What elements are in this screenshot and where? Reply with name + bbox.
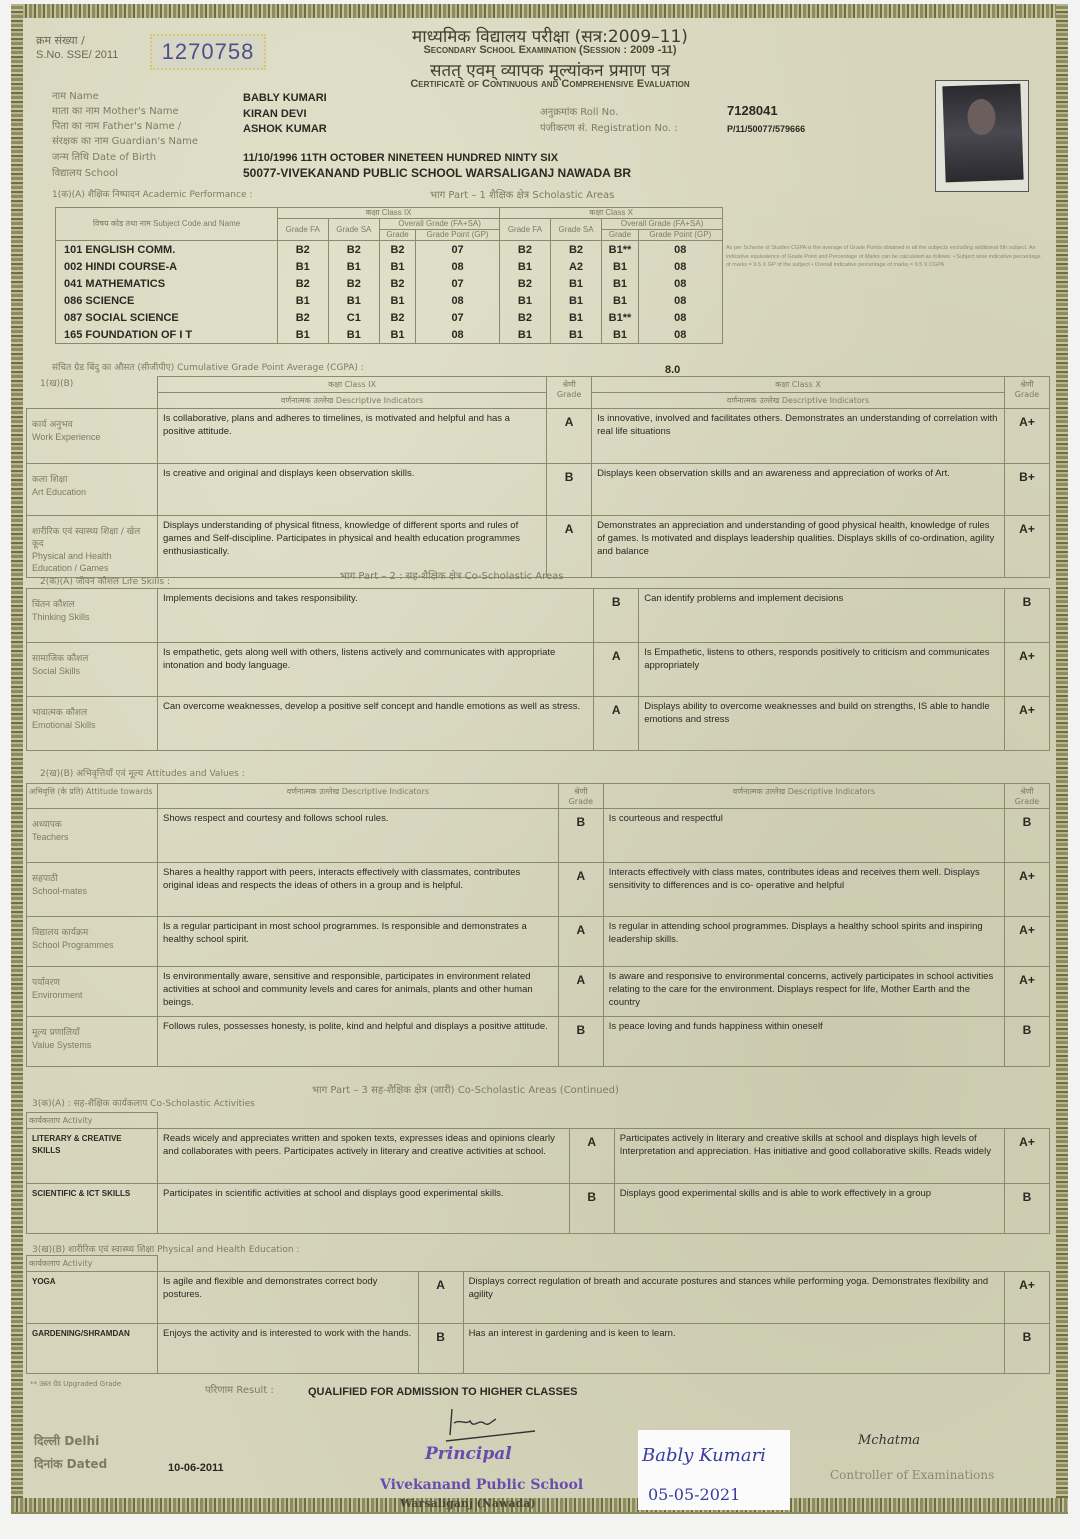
c10-grade-cell: B2 — [500, 275, 551, 292]
class10-grade: A+ — [1005, 967, 1050, 1017]
descriptive-row — [27, 917, 1050, 967]
category-en: School Programmes — [32, 940, 114, 950]
class10-grade: A+ — [1005, 1272, 1050, 1324]
class10-descriptor: Demonstrates an appreciation and understanding of good physical health, knowledge of rules of games. Is motivated and displays leadership qualities. Displays skills of co-ordination, agility and balance — [592, 516, 1005, 578]
category-cell — [27, 809, 158, 863]
principal-signature — [440, 1405, 540, 1447]
c10-grade-cell: B1 — [602, 326, 638, 344]
c9-grade-cell: B1 — [278, 326, 329, 344]
subject-name — [56, 258, 278, 275]
subject-code: 002 — [64, 260, 83, 273]
c9-grade-cell: B1 — [278, 292, 329, 309]
descriptive-row — [27, 809, 1050, 863]
class9-grade: A — [547, 516, 592, 578]
class9-descriptor: Shares a healthy rapport with peers, interacts effectively with classmates, contributes original ideas and respects the ideas of others in a group and is helpful. — [158, 863, 559, 917]
c9-grade-cell: B1 — [380, 292, 416, 309]
part2a-table — [26, 588, 1050, 751]
school-label: विद्यालय School — [52, 168, 118, 179]
c10-grade-cell: B1 — [602, 258, 638, 275]
attestation-name: Bably Kumari — [642, 1445, 766, 1466]
c9-grade-cell: 07 — [415, 309, 499, 326]
border-top — [11, 4, 1068, 18]
class9-grade: B — [558, 1017, 603, 1067]
descriptive-row — [27, 643, 1050, 697]
section-2b-label: 2(ख)(B) अभिवृत्तियाँ एवं मूल्य Attitudes and Values : — [40, 769, 245, 779]
activity-name: SCIENTIFIC & ICT SKILLS — [32, 1189, 131, 1198]
c9-grade-cell: B2 — [278, 241, 329, 259]
category-cell — [27, 863, 158, 917]
c10-grade-cell: 08 — [638, 258, 722, 275]
c9-sa-header: Grade SA — [328, 219, 380, 241]
category-cell — [27, 1129, 158, 1184]
descriptive-row — [27, 1272, 1050, 1324]
c10-grade-cell: B1** — [602, 309, 638, 326]
class9-descriptor: Enjoys the activity and is interested to work with the hands. — [158, 1324, 419, 1374]
class9-descriptor: Is environmentally aware, sensitive and responsible, participates in environment related activities at school and community levels and cares for animals, plants and other human beings. — [158, 967, 559, 1017]
descriptive-row — [27, 1324, 1050, 1374]
class10-grade: A+ — [1005, 643, 1050, 697]
class9-descriptor: Shows respect and courtesy and follows school rules. — [158, 809, 559, 863]
student-photo — [935, 80, 1029, 192]
result-label: परिणाम Result : — [205, 1385, 274, 1396]
cert-title-hi: सतत् एवम् व्यापक मूल्यांकन प्रमाण पत्र — [430, 61, 670, 81]
registration-number: P/11/50077/579666 — [727, 124, 806, 134]
c9-grade-cell: 07 — [415, 275, 499, 292]
serial-label-hi: क्रम संख्या / — [36, 34, 85, 47]
class10-grade: A+ — [1005, 516, 1050, 578]
subject-title: SOCIAL SCIENCE — [85, 311, 179, 324]
student-name: BABLY KUMARI — [243, 92, 327, 104]
c9-grade-cell: B2 — [380, 241, 416, 259]
class10-grade: B+ — [1005, 464, 1050, 516]
exam-title-en: Secondary School Examination (Session : 2009 -11) — [423, 44, 677, 56]
class10-descriptor: Displays good experimental skills and is able to work effectively in a group — [614, 1184, 1004, 1234]
exam-title-hi: माध्यमिक विद्यालय परीक्षा (सत्र:2009–11) — [412, 27, 688, 47]
activity-name: YOGA — [32, 1277, 56, 1286]
c9-grade-cell: B1 — [380, 326, 416, 344]
c9-gp-header: Grade Point (GP) — [415, 230, 499, 241]
p1b-desc9-header: वर्णनात्मक उल्लेख Descriptive Indicators — [158, 393, 547, 409]
class9-descriptor: Reads wicely and appreciates written and spoken texts, expresses ideas and opinions clearly and collaborates with peers. Participates actively in literary and creative activities at school. — [158, 1129, 570, 1184]
category-hi: विद्यालय कार्यक्रम — [32, 928, 89, 938]
activity-name: LITERARY & CREATIVE SKILLS — [32, 1134, 122, 1155]
subject-title: MATHEMATICS — [85, 277, 166, 290]
category-en: Work Experience — [32, 432, 101, 442]
p1b-grade10-header: श्रेणी Grade — [1005, 377, 1050, 409]
cgpa-label: संचित ग्रेड बिंदु का औसत (सीजीपीए) Cumulative Grade Point Average (CGPA) : — [52, 363, 364, 373]
subject-row — [56, 275, 723, 292]
c9-grade-cell: B1 — [328, 292, 380, 309]
c10-grade-cell: 08 — [638, 309, 722, 326]
cgpa-value: 8.0 — [665, 364, 681, 376]
p2b-grade10-header: श्रेणी Grade — [1005, 784, 1050, 809]
descriptive-row — [27, 1017, 1050, 1067]
roll-number: 7128041 — [727, 103, 778, 118]
c9-grade-cell: B1 — [380, 258, 416, 275]
class10-descriptor: Is innovative, involved and facilitates others. Demonstrates an understanding of correlation with real life situations — [592, 409, 1005, 464]
class9-descriptor: Follows rules, possesses honesty, is polite, kind and helpful and displays a positive attitude. — [158, 1017, 559, 1067]
c9-grade-cell: 07 — [415, 241, 499, 259]
category-cell — [27, 1272, 158, 1324]
father-name: ASHOK KUMAR — [243, 123, 327, 135]
subject-code: 101 — [64, 243, 83, 256]
descriptive-row — [27, 1184, 1050, 1234]
category-hi: सहपाठी — [32, 874, 58, 884]
school-stamp: Vivekanand Public School — [380, 1477, 584, 1493]
p1b-desc10-header: वर्णनात्मक उल्लेख Descriptive Indicators — [592, 393, 1005, 409]
dated-label: दिनांक Dated — [34, 1457, 108, 1471]
c9-grade-cell: B1 — [278, 258, 329, 275]
section-3a-label: 3(क)(A) : सह-शैक्षिक कार्यकलाप Co-Scholastic Activities — [32, 1099, 255, 1109]
part3a-table — [26, 1112, 1050, 1234]
class10-descriptor: Displays ability to overcome weaknesses and build on strengths, IS able to handle emotions and stress — [639, 697, 1005, 751]
serial-label-en: S.No. SSE/ 2011 — [36, 49, 119, 61]
category-cell — [27, 1184, 158, 1234]
class9-grade: B — [418, 1324, 463, 1374]
serial-number: 1270758 — [150, 34, 266, 70]
serial-label — [36, 34, 118, 62]
c10-grade-cell: B1 — [550, 326, 602, 344]
category-cell — [27, 464, 158, 516]
c10-grade-cell: B1 — [550, 309, 602, 326]
school-stamp-place: Warsaliganj (Nawada) — [400, 1497, 536, 1510]
border-right — [1056, 4, 1068, 1512]
dob-label: जन्म तिथि Date of Birth — [52, 152, 157, 163]
subject-code: 086 — [64, 294, 83, 307]
c9-grade-cell: B1 — [328, 258, 380, 275]
upgraded-note: ** उन्नत ग्रेड Upgraded Grade — [30, 1380, 122, 1388]
c9-grade-cell: B2 — [380, 275, 416, 292]
class10-descriptor: Can identify problems and implement decisions — [639, 589, 1005, 643]
class9-grade: B — [569, 1184, 614, 1234]
c10-grade-cell: B1 — [550, 292, 602, 309]
c10-grade-cell: B2 — [500, 241, 551, 259]
c9-overall-header: Overall Grade (FA+SA) — [380, 219, 500, 230]
category-en: Social Skills — [32, 666, 81, 676]
c9-grade-cell: B2 — [278, 275, 329, 292]
category-en: Value Systems — [32, 1040, 92, 1050]
c10-grade-cell: B2 — [550, 241, 602, 259]
c10-grade-cell: B1 — [602, 292, 638, 309]
c10-grade-cell: B2 — [500, 309, 551, 326]
principal-stamp: Principal — [425, 1444, 512, 1464]
c9-fa-header: Grade FA — [278, 219, 329, 241]
class10-grade: A+ — [1005, 863, 1050, 917]
c10-grade-cell: 08 — [638, 292, 722, 309]
class10-descriptor: Is Empathetic, listens to others, responds positively to criticism and communicates appropriately — [639, 643, 1005, 697]
p1b-class9-header: कक्षा Class IX — [158, 377, 547, 393]
section-2a-label: 2(क)(A) जीवन कौशल Life Skills : — [40, 577, 170, 587]
category-cell — [27, 1324, 158, 1374]
c9-grade-header: Grade — [380, 230, 416, 241]
class9-grade: B — [558, 809, 603, 863]
subject-title: FOUNDATION OF I T — [85, 328, 193, 341]
subject-name — [56, 241, 278, 259]
category-hi: चिंतन कौशल — [32, 600, 75, 610]
scholastic-table — [55, 207, 723, 344]
category-cell — [27, 643, 158, 697]
subject-name — [56, 275, 278, 292]
category-cell — [27, 516, 158, 578]
p3b-activity-header: कार्यकलाप Activity — [27, 1256, 158, 1272]
class10-descriptor: Is regular in attending school programmes. Displays a healthy school spirits and inspiring leadership skills. — [603, 917, 1004, 967]
c10-grade-cell: B1 — [550, 275, 602, 292]
category-hi: कार्य अनुभव — [32, 420, 73, 430]
class10-grade: A+ — [1005, 917, 1050, 967]
roll-label: अनुक्रमांक Roll No. — [540, 107, 619, 118]
class10-grade: B — [1005, 589, 1050, 643]
category-hi: भावात्मक कौशल — [32, 708, 88, 718]
category-hi: शारीरिक एवं स्वास्थ्य शिक्षा / खेल कूद — [32, 527, 141, 549]
name-label: नाम Name — [52, 91, 99, 102]
c10-sa-header: Grade SA — [550, 219, 602, 241]
father-label: पिता का नाम Father's Name / — [52, 121, 182, 132]
class10-grade: A+ — [1005, 1129, 1050, 1184]
reg-label: पंजीकरण सं. Registration No. : — [540, 123, 678, 134]
c10-grade-cell: B1 — [500, 258, 551, 275]
mother-name: KIRAN DEVI — [243, 108, 307, 120]
border-bottom — [11, 1498, 1068, 1512]
subject-row — [56, 326, 723, 344]
c9-grade-cell: 08 — [415, 258, 499, 275]
subject-code: 041 — [64, 277, 83, 290]
class9-descriptor: Is a regular participant in most school programmes. Is responsible and demonstrates a healthy school spirit. — [158, 917, 559, 967]
p2b-attitude-header: अभिवृत्ति (के प्रति) Attitude towards — [27, 784, 158, 809]
category-en: Environment — [32, 990, 83, 1000]
descriptive-row — [27, 409, 1050, 464]
subject-row — [56, 292, 723, 309]
p2b-grade9-header: श्रेणी Grade — [558, 784, 603, 809]
c10-fa-header: Grade FA — [500, 219, 551, 241]
c9-grade-cell: B2 — [328, 241, 380, 259]
class9-descriptor: Is creative and original and displays keen observation skills. — [158, 464, 547, 516]
class9-descriptor: Is empathetic, gets along well with others, listens actively and communicates with appropriate intonation and body language. — [158, 643, 594, 697]
class10-grade: B — [1005, 1184, 1050, 1234]
dob-value: 11/10/1996 11TH OCTOBER NINETEEN HUNDRED NINTY SIX — [243, 152, 559, 164]
subject-name — [56, 326, 278, 344]
subject-name — [56, 309, 278, 326]
place-label: दिल्ली Delhi — [34, 1434, 100, 1448]
part2-label: भाग Part – 2 : सह-शैक्षिक क्षेत्र Co-Scholastic Areas — [340, 571, 564, 582]
category-en: Thinking Skills — [32, 612, 90, 622]
c10-grade-cell: B1 — [602, 275, 638, 292]
c10-overall-header: Overall Grade (FA+SA) — [602, 219, 723, 230]
category-hi: पर्यावरण — [32, 978, 60, 988]
c10-gp-header: Grade Point (GP) — [638, 230, 722, 241]
descriptive-row — [27, 863, 1050, 917]
category-cell — [27, 409, 158, 464]
controller-label: Controller of Examinations — [830, 1468, 995, 1482]
class10-grade: A+ — [1005, 409, 1050, 464]
class9-grade: A — [569, 1129, 614, 1184]
subject-title: SCIENCE — [85, 294, 135, 307]
subject-row — [56, 241, 723, 259]
c9-grade-cell: B2 — [278, 309, 329, 326]
category-cell — [27, 917, 158, 967]
category-en: School-mates — [32, 886, 88, 896]
p1b-class10-header: कक्षा Class X — [592, 377, 1005, 393]
guardian-label: संरक्षक का नाम Guardian's Name — [52, 136, 199, 147]
part1-label: भाग Part – 1 शैक्षिक क्षेत्र Scholastic Areas — [430, 190, 615, 201]
p2b-desc9-header: वर्णनात्मक उल्लेख Descriptive Indicators — [158, 784, 559, 809]
class10-header: कक्षा Class X — [500, 208, 723, 219]
subject-title: HINDI COURSE-A — [85, 260, 178, 273]
category-hi: कला शिक्षा — [32, 475, 68, 485]
subject-row — [56, 309, 723, 326]
part3b-table — [26, 1255, 1050, 1374]
class9-grade: A — [418, 1272, 463, 1324]
class9-grade: A — [594, 697, 639, 751]
descriptive-row — [27, 967, 1050, 1017]
c10-grade-cell: 08 — [638, 326, 722, 344]
class10-descriptor: Participates actively in literary and creative skills at school and displays high levels of Interpretation and appreciation. Has initiative and good collaborative skills. Reads widely — [614, 1129, 1004, 1184]
class10-descriptor: Is courteous and respectful — [603, 809, 1004, 863]
class9-grade: A — [558, 917, 603, 967]
c10-grade-cell: A2 — [550, 258, 602, 275]
issue-date: 10-06-2011 — [168, 1462, 224, 1474]
subject-name — [56, 292, 278, 309]
class9-descriptor: Participates in scientific activities at school and displays good experimental skills. — [158, 1184, 570, 1234]
category-en: Art Education — [32, 487, 87, 497]
descriptive-row — [27, 697, 1050, 751]
class10-grade: B — [1005, 1324, 1050, 1374]
category-en: Teachers — [32, 832, 69, 842]
class10-grade: B — [1005, 809, 1050, 863]
activity-name: GARDENING/SHRAMDAN — [32, 1329, 130, 1338]
class10-grade: A+ — [1005, 697, 1050, 751]
class9-descriptor: Is collaborative, plans and adheres to timelines, is motivated and helpful and has a positive attitude. — [158, 409, 547, 464]
c10-grade-header: Grade — [602, 230, 638, 241]
category-en: Emotional Skills — [32, 720, 96, 730]
class9-grade: A — [558, 967, 603, 1017]
class9-grade: B — [547, 464, 592, 516]
border-left — [11, 4, 23, 1512]
class9-grade: A — [594, 643, 639, 697]
section-3b-label: 3(ख)(B) शारीरिक एवं स्वास्थ्य शिक्षा Physical and Health Education : — [32, 1245, 300, 1255]
subject-code: 087 — [64, 311, 83, 324]
class10-descriptor: Is aware and responsive to environmental concerns, actively participates in school activities relating to the care for the environment. Displays respect for life, Mother Earth and the country — [603, 967, 1004, 1017]
category-cell — [27, 967, 158, 1017]
class10-descriptor: Is peace loving and funds happiness within oneself — [603, 1017, 1004, 1067]
p3a-activity-header: कार्यकलाप Activity — [27, 1113, 158, 1129]
c9-grade-cell: 08 — [415, 292, 499, 309]
class9-header: कक्षा Class IX — [278, 208, 500, 219]
cgpa-notes: As per Scheme of Studies CGPA is the average of Grade Points obtained in all the subjects excluding additional 6th subject. An indicative equivalence of Grade Point and Percentage of Marks can be calculated as follows: • Subject wise indicative percentage of marks = 9.5 X GP of the subject • Overall indicative percentage of marks = 9.5 X CGPA — [726, 245, 1041, 268]
subject-code: 165 — [64, 328, 83, 341]
category-cell — [27, 697, 158, 751]
class10-descriptor: Displays keen observation skills and an awareness and appreciation of works of Art. — [592, 464, 1005, 516]
descriptive-row — [27, 1129, 1050, 1184]
class9-grade: A — [547, 409, 592, 464]
part1b-table — [26, 376, 1050, 578]
class9-descriptor: Implements decisions and takes responsibility. — [158, 589, 594, 643]
mother-label: माता का नाम Mother's Name — [52, 106, 179, 117]
class10-descriptor: Interacts effectively with class mates, contributes ideas and receives them well. Displays sensitivity to differences and is co- operative and helpful — [603, 863, 1004, 917]
c10-grade-cell: B1 — [500, 292, 551, 309]
category-hi: मूल्य प्रणालियाँ — [32, 1028, 80, 1038]
c9-grade-cell: B1 — [328, 326, 380, 344]
school-value: 50077-VIVEKANAND PUBLIC SCHOOL WARSALIGANJ NAWADA BR — [243, 166, 632, 180]
class9-grade: A — [558, 863, 603, 917]
c10-grade-cell: B1** — [602, 241, 638, 259]
class10-grade: B — [1005, 1017, 1050, 1067]
c10-grade-cell: 08 — [638, 241, 722, 259]
p2b-desc10-header: वर्णनात्मक उल्लेख Descriptive Indicators — [603, 784, 1004, 809]
subject-header: विषय कोड तथा नाम Subject Code and Name — [56, 208, 278, 241]
result-value: QUALIFIED FOR ADMISSION TO HIGHER CLASSES — [308, 1386, 578, 1398]
subject-title: ENGLISH COMM. — [85, 243, 176, 256]
c9-grade-cell: C1 — [328, 309, 380, 326]
class9-descriptor: Displays understanding of physical fitness, knowledge of different sports and rules of games and Self-discipline. Participates in physical and health education programmes enthusiastically. — [158, 516, 547, 578]
section-1a-label: 1(क)(A) शैक्षिक निष्पादन Academic Performance : — [52, 190, 253, 200]
c10-grade-cell: 08 — [638, 275, 722, 292]
section-1b-label: 1(ख)(B) — [40, 379, 74, 389]
subject-row — [56, 258, 723, 275]
category-cell — [27, 589, 158, 643]
c9-grade-cell: B2 — [380, 309, 416, 326]
category-en: Physical and Health Education / Games — [32, 551, 112, 573]
c9-grade-cell: 08 — [415, 326, 499, 344]
category-cell — [27, 1017, 158, 1067]
attestation-date: 05-05-2021 — [648, 1485, 741, 1504]
part2b-table — [26, 783, 1050, 1067]
descriptive-row — [27, 464, 1050, 516]
category-hi: सामाजिक कौशल — [32, 654, 89, 664]
class10-descriptor: Displays correct regulation of breath and accurate postures and stances while performing yoga. Demonstrates flexibility and agility — [463, 1272, 1004, 1324]
part3-label: भाग Part – 3 सह-शैक्षिक क्षेत्र (जारी) Co-Scholastic Areas (Continued) — [312, 1085, 619, 1096]
cert-title-en: Certificate of Continuous and Comprehensive Evaluation — [410, 78, 690, 90]
p1b-grade9-header: श्रेणी Grade — [547, 377, 592, 409]
descriptive-row — [27, 589, 1050, 643]
c10-grade-cell: B1 — [500, 326, 551, 344]
c9-grade-cell: B2 — [328, 275, 380, 292]
class9-grade: B — [594, 589, 639, 643]
category-hi: अध्यापक — [32, 820, 62, 830]
class10-descriptor: Has an interest in gardening and is keen to learn. — [463, 1324, 1004, 1374]
class9-descriptor: Is agile and flexible and demonstrates correct body postures. — [158, 1272, 419, 1324]
controller-signature: Mchatma — [858, 1433, 921, 1448]
class9-descriptor: Can overcome weaknesses, develop a positive self concept and handle emotions as well as stress. — [158, 697, 594, 751]
